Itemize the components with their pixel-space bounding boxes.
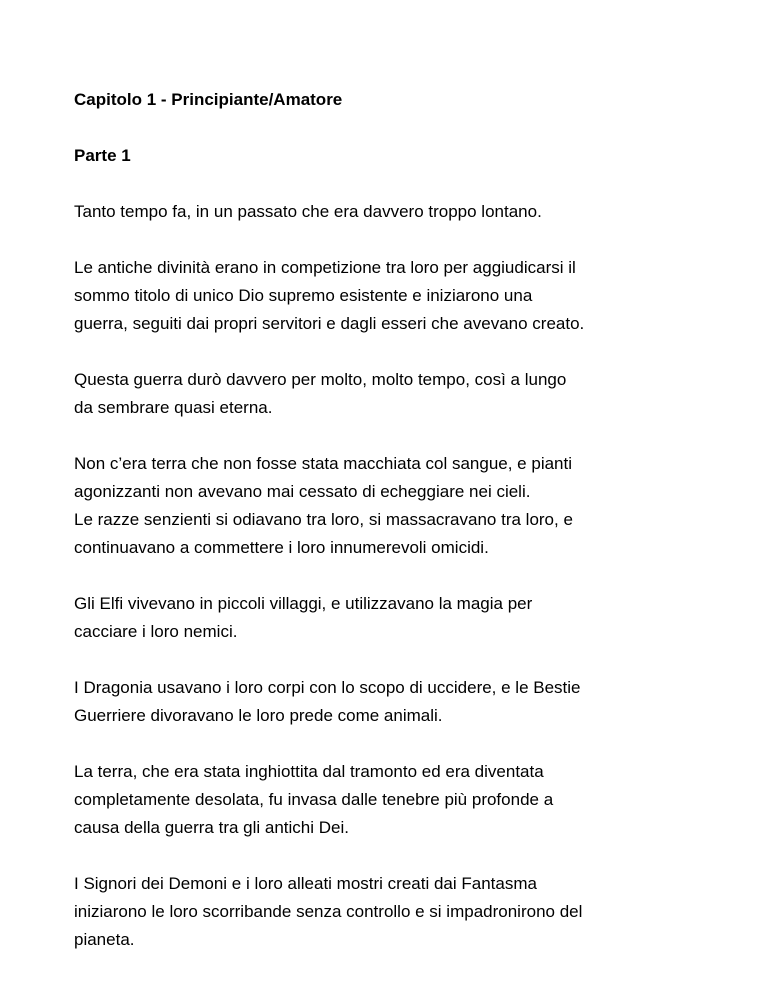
paragraph-line: pianeta.	[74, 930, 135, 949]
paragraph	[74, 198, 714, 226]
paragraph	[74, 870, 714, 954]
document-page	[74, 86, 714, 982]
paragraph-line: Questa guerra durò davvero per molto, molto tempo, così a lungo	[74, 370, 567, 389]
paragraph	[74, 674, 714, 730]
paragraph-line: Tanto tempo fa, in un passato che era davvero troppo lontano.	[74, 202, 542, 221]
paragraph-line: da sembrare quasi eterna.	[74, 398, 273, 417]
paragraph-line: I Dragonia usavano i loro corpi con lo scopo di uccidere, e le Bestie	[74, 678, 581, 697]
paragraph	[74, 590, 714, 646]
paragraph	[74, 254, 714, 338]
paragraph-line: sommo titolo di unico Dio supremo esistente e iniziarono una	[74, 286, 533, 305]
paragraph-line: continuavano a commettere i loro innumerevoli omicidi.	[74, 538, 489, 557]
paragraph-line: agonizzanti non avevano mai cessato di echeggiare nei cieli.	[74, 482, 531, 501]
paragraph-line: Guerriere divoravano le loro prede come animali.	[74, 706, 443, 725]
paragraph-line: La terra, che era stata inghiottita dal tramonto ed era diventata	[74, 762, 544, 781]
chapter-title: Capitolo 1 - Principiante/Amatore	[74, 90, 343, 109]
paragraph-line: iniziarono le loro scorribande senza controllo e si impadronirono del	[74, 902, 583, 921]
paragraph-line: Le antiche divinità erano in competizione tra loro per aggiudicarsi il	[74, 258, 576, 277]
part-title: Parte 1	[74, 146, 131, 165]
paragraph-line: Le razze senzienti si odiavano tra loro, si massacravano tra loro, e	[74, 510, 573, 529]
paragraph-line: Non c’era terra che non fosse stata macchiata col sangue, e pianti	[74, 454, 573, 473]
paragraph	[74, 758, 714, 842]
paragraph	[74, 366, 714, 422]
paragraph-line: Gli Elfi vivevano in piccoli villaggi, e utilizzavano la magia per	[74, 594, 533, 613]
paragraph	[74, 450, 714, 562]
paragraph-line: completamente desolata, fu invasa dalle tenebre più profonde a	[74, 790, 554, 809]
paragraph-line: cacciare i loro nemici.	[74, 622, 238, 641]
paragraph-line: causa della guerra tra gli antichi Dei.	[74, 818, 349, 837]
paragraph-line: guerra, seguiti dai propri servitori e dagli esseri che avevano creato.	[74, 314, 585, 333]
paragraph-line: I Signori dei Demoni e i loro alleati mostri creati dai Fantasma	[74, 874, 537, 893]
